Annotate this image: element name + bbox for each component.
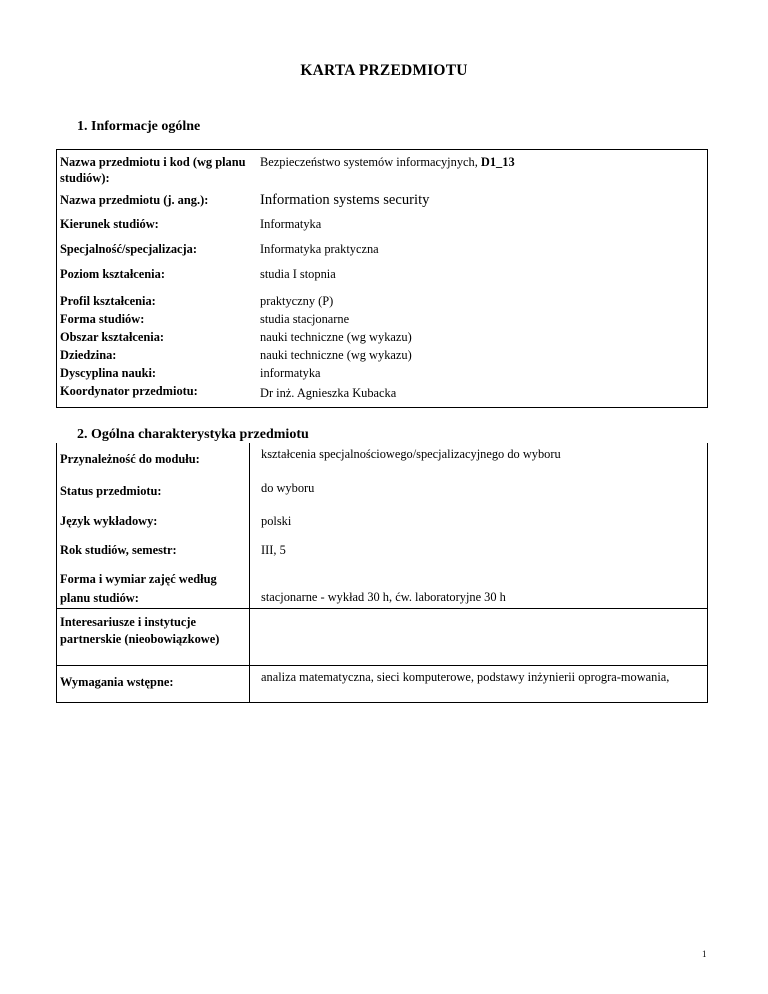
document-title: KARTA PRZEDMIOTU xyxy=(300,62,468,79)
row-label: Dziedzina: xyxy=(60,348,117,362)
row-value: analiza matematyczna, sieci komputerowe, podstawy inżynierii oprogra-mowania, xyxy=(250,666,708,703)
row-value: polski xyxy=(250,507,708,536)
row-label: Forma i wymiar zajęć według planu studiów: xyxy=(60,572,217,605)
row-value: kształcenia specjalnościowego/specjalizacyjnego do wyboru xyxy=(250,443,708,477)
table-row xyxy=(57,213,708,241)
row-value: stacjonarne - wykład 30 h, ćw. laboratoryjne 30 h xyxy=(250,564,708,609)
row-label: Kierunek studiów: xyxy=(60,217,159,231)
row-value: do wyboru xyxy=(250,477,708,507)
row-label: Interesariusze i instytucje partnerskie (nieobowiązkowe) xyxy=(57,609,250,666)
row-label: Forma studiów: xyxy=(60,312,145,326)
row-label: Nazwa przedmiotu (j. ang.): xyxy=(60,193,209,207)
row-label-group xyxy=(57,293,250,408)
section-2-heading: 2. Ogólna charakterystyka przedmiotu xyxy=(77,427,309,442)
row-value: Information systems security xyxy=(260,192,430,208)
row-label: Przynależność do modułu: xyxy=(60,452,200,466)
characteristics-table xyxy=(56,443,708,703)
row-value: III, 5 xyxy=(250,536,708,564)
row-label: Rok studiów, semestr: xyxy=(60,543,177,557)
table-row xyxy=(57,187,708,213)
row-label: Poziom kształcenia: xyxy=(60,267,165,281)
table-row xyxy=(57,241,708,266)
row-label: Specjalność/specjalizacja: xyxy=(60,242,197,256)
row-label: Wymagania wstępne: xyxy=(57,666,250,703)
table-row xyxy=(57,293,708,408)
section-1-heading: 1. Informacje ogólne xyxy=(77,119,201,134)
row-value: Informatyka xyxy=(260,217,322,231)
row-value xyxy=(249,150,708,188)
row-label: Nazwa przedmiotu i kod (wg planu studiów): xyxy=(60,155,246,185)
row-value: nauki techniczne (wg wykazu) xyxy=(260,348,412,362)
page-number: 1 xyxy=(702,949,707,959)
table-row xyxy=(57,477,708,507)
row-label: Język wykładowy: xyxy=(60,514,158,528)
row-label: Koordynator przedmiotu: xyxy=(60,384,198,398)
row-value xyxy=(250,609,708,666)
row-value: Informatyka praktyczna xyxy=(260,242,379,256)
table-row xyxy=(57,507,708,536)
row-value: nauki techniczne (wg wykazu) xyxy=(260,330,412,344)
row-value: studia stacjonarne xyxy=(260,312,350,326)
row-value-group xyxy=(249,293,708,408)
row-value: studia I stopnia xyxy=(260,267,336,281)
general-info-table xyxy=(56,149,708,408)
table-row xyxy=(57,666,708,703)
table-row xyxy=(57,266,708,293)
row-value: informatyka xyxy=(260,366,321,380)
row-label: Obszar kształcenia: xyxy=(60,330,165,344)
table-row xyxy=(57,564,708,609)
table-row xyxy=(57,536,708,564)
course-name: Bezpieczeństwo systemów informacyjnych, xyxy=(260,155,481,169)
table-row xyxy=(57,609,708,666)
row-label: Dyscyplina nauki: xyxy=(60,366,157,380)
row-label: Profil kształcenia: xyxy=(60,294,156,308)
row-value: praktyczny (P) xyxy=(260,294,334,308)
course-code: D1_13 xyxy=(480,155,515,169)
row-value: Dr inż. Agnieszka Kubacka xyxy=(260,386,397,400)
table-row xyxy=(57,150,708,188)
table-row xyxy=(57,443,708,477)
row-label: Status przedmiotu: xyxy=(60,484,162,498)
